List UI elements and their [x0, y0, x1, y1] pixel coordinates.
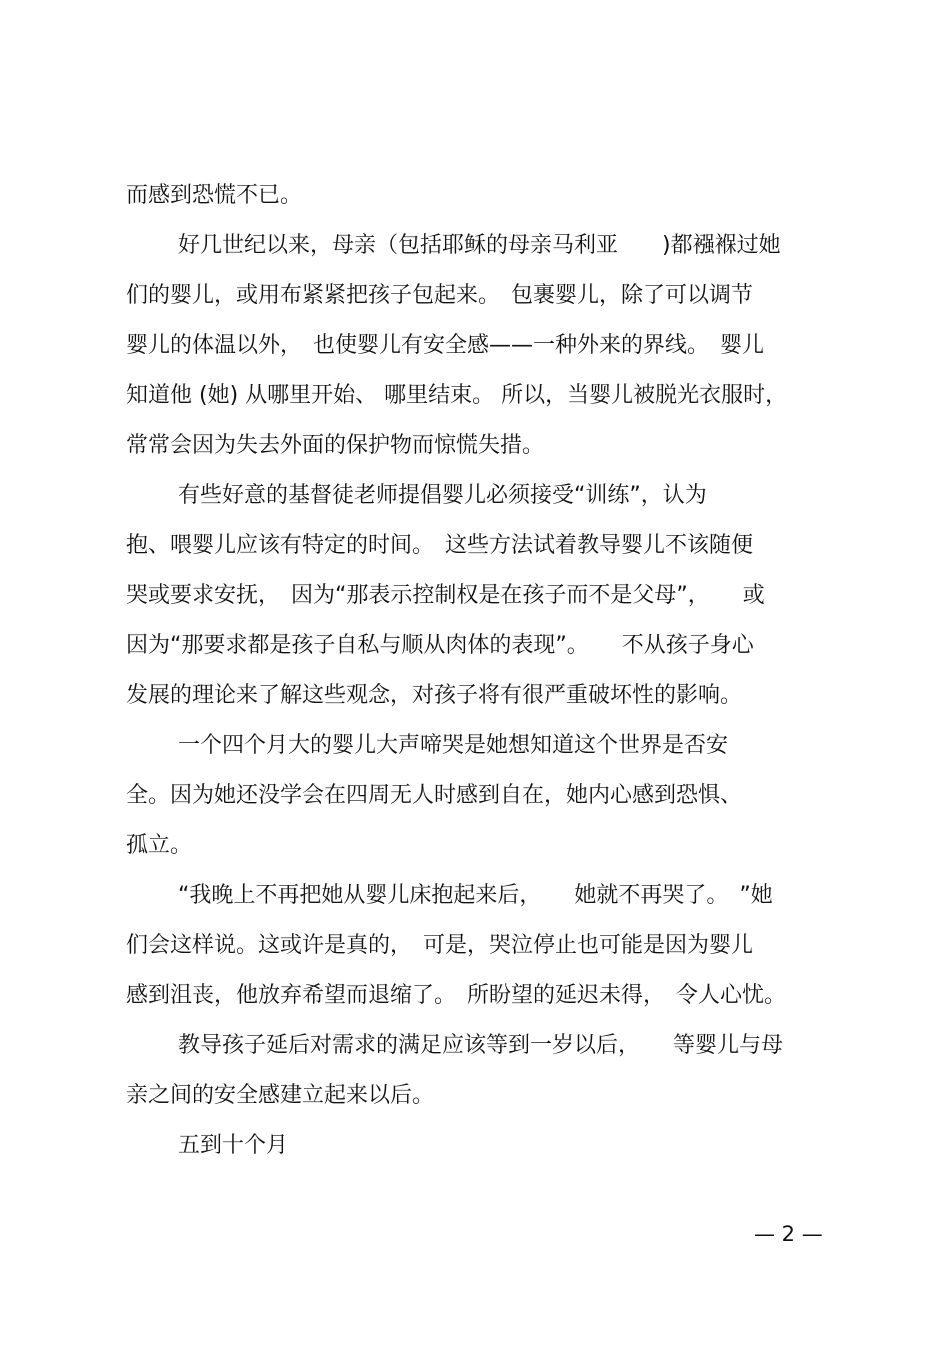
text-line-3: 们的婴儿，或用布紧紧把孩子包起来。 包裹婴儿，除了可以调节: [126, 283, 754, 308]
text-line-17: 感到沮丧，他放弃希望而退缩了。 所盼望的延迟未得， 令人心忧。: [126, 983, 787, 1008]
text-line-8: 抱、喂婴儿应该有特定的时间。 这些方法试着教导婴儿不该随便: [126, 533, 754, 558]
text-line-6: 常常会因为失去外面的保护物而惊慌失措。: [126, 433, 545, 458]
text-line-2: 好几世纪以来，母亲（包括耶稣的母亲马利亚 )都襁褓过她: [178, 233, 781, 258]
text-line-11: 发展的理论来了解这些观念，对孩子将有很严重破坏性的影响。: [126, 683, 743, 708]
text-line-20: 五到十个月: [178, 1133, 289, 1158]
text-line-14: 孤立。: [126, 833, 193, 858]
text-line-4: 婴儿的体温以外， 也使婴儿有安全感——一种外来的界线。 婴儿: [126, 333, 765, 358]
text-line-10: 因为“那要求都是孩子自私与顺从肉体的表现”。 不从孩子身心: [126, 633, 754, 658]
text-line-7: 有些好意的基督徒老师提倡婴儿必须接受“训练”，认为: [178, 483, 707, 508]
text-line-15: “我晚上不再把她从婴儿床抱起来后， 她就不再哭了。 ”她: [178, 883, 773, 908]
text-line-13: 全。因为她还没学会在四周无人时感到自在，她内心感到恐惧、: [126, 783, 743, 808]
text-line-5: 知道他 (她) 从哪里开始、 哪里结束。 所以，当婴儿被脱光衣服时，: [126, 383, 788, 408]
text-line-1: 而感到恐慌不已。: [126, 183, 303, 208]
page-number: — 2 —: [754, 1222, 823, 1246]
text-line-9: 哭或要求安抚， 因为“那表示控制权是在孩子而不是父母”， 或: [126, 583, 765, 608]
text-line-19: 亲之间的安全感建立起来以后。: [126, 1083, 435, 1108]
text-line-18: 教导孩子延后对需求的满足应该等到一岁以后， 等婴儿与母: [178, 1033, 784, 1058]
text-line-12: 一个四个月大的婴儿大声啼哭是她想知道这个世界是否安: [178, 733, 729, 758]
text-line-16: 们会这样说。这或许是真的， 可是，哭泣停止也可能是因为婴儿: [126, 933, 754, 958]
